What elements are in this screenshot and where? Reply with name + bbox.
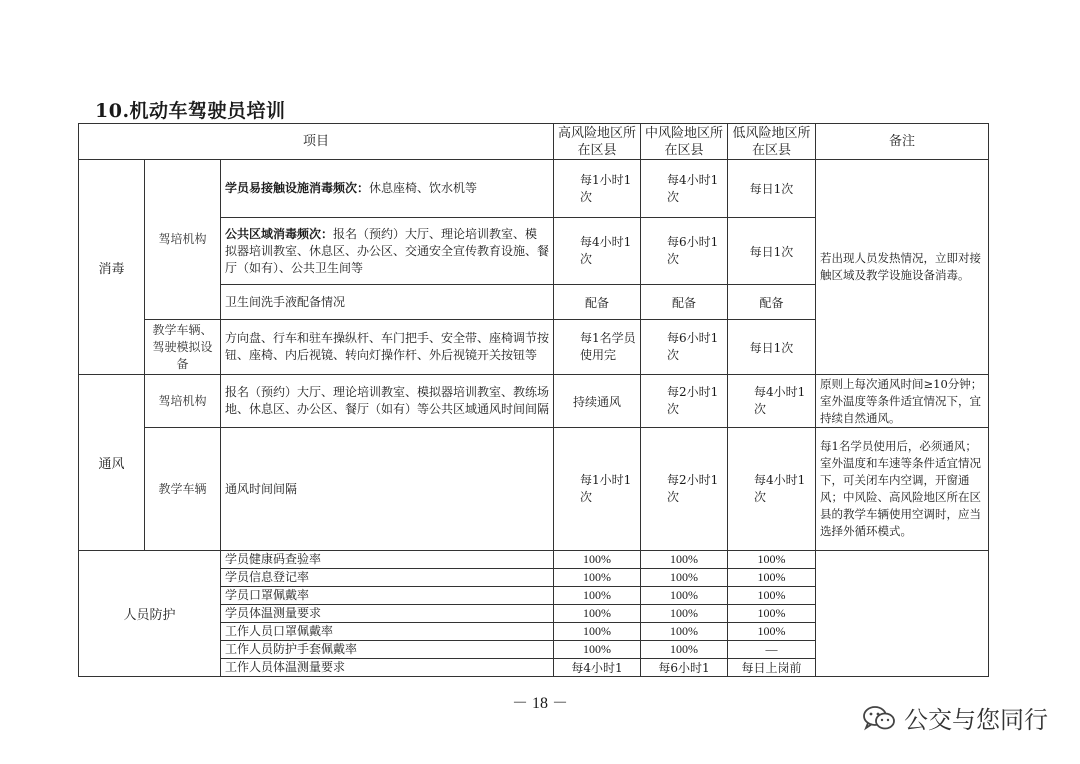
high-risk-cell: 100%: [554, 623, 641, 641]
low-risk-cell: 每4小时1次: [728, 375, 816, 428]
high-risk-cell: 100%: [554, 641, 641, 659]
low-risk-cell: 100%: [728, 587, 816, 605]
mid-risk-cell: 100%: [641, 623, 728, 641]
mid-risk-cell: 每2小时1次: [641, 428, 728, 551]
training-measures-table: [78, 123, 989, 677]
item-cell: 学员健康码查验率: [221, 551, 554, 569]
watermark-text: 公交与您同行: [904, 706, 1048, 734]
table-row: [79, 160, 989, 218]
low-risk-cell: 每4小时1次: [728, 428, 816, 551]
item-cell: 工作人员口罩佩戴率: [221, 623, 554, 641]
low-risk-cell: 每日1次: [728, 320, 816, 375]
subcategory-vehicle: 教学车辆、驾驶模拟设备: [145, 320, 221, 375]
low-risk-cell: 每日1次: [728, 218, 816, 285]
high-risk-cell: 每1名学员使用完: [554, 320, 641, 375]
mid-risk-cell: 配备: [641, 285, 728, 320]
wechat-icon: [862, 704, 896, 732]
mid-risk-cell: 100%: [641, 605, 728, 623]
high-risk-cell: 100%: [554, 605, 641, 623]
header-high-risk: 高风险地区所在区县: [554, 124, 641, 160]
low-risk-cell: —: [728, 641, 816, 659]
category-disinfection: 消毒: [79, 160, 145, 375]
item-cell: 通风时间间隔: [221, 428, 554, 551]
table-row: [79, 551, 989, 569]
page-number: － 18 －: [511, 695, 568, 712]
section-title: 10.机动车驾驶员培训: [95, 100, 286, 122]
item-cell: [221, 218, 554, 285]
high-risk-cell: 100%: [554, 551, 641, 569]
mid-risk-cell: 每4小时1次: [641, 160, 728, 218]
low-risk-cell: 100%: [728, 623, 816, 641]
table-row: [79, 375, 989, 428]
low-risk-cell: 100%: [728, 569, 816, 587]
mid-risk-cell: 每6小时1次: [641, 320, 728, 375]
high-risk-cell: 100%: [554, 569, 641, 587]
note-disinfection: 若出现人员发热情况，立即对接触区域及教学设施设备消毒。: [816, 160, 989, 375]
mid-risk-cell: 每6小时1次: [641, 218, 728, 285]
item-cell: [221, 160, 554, 218]
header-item: 项目: [79, 124, 554, 160]
low-risk-cell: 每日1次: [728, 160, 816, 218]
note-protection: [816, 551, 989, 677]
high-risk-cell: 100%: [554, 587, 641, 605]
header-note: 备注: [816, 124, 989, 160]
header-row: [79, 124, 989, 160]
mid-risk-cell: 100%: [641, 551, 728, 569]
item-cell: 卫生间洗手液配备情况: [221, 285, 554, 320]
watermark: [862, 700, 1048, 735]
mid-risk-cell: 100%: [641, 587, 728, 605]
mid-risk-cell: 每2小时1次: [641, 375, 728, 428]
item-cell: 学员体温测量要求: [221, 605, 554, 623]
mid-risk-cell: 100%: [641, 569, 728, 587]
item-lead: 公共区域消毒频次：: [225, 226, 334, 241]
item-text: 休息座椅、饮水机等: [369, 181, 478, 195]
item-cell: 学员信息登记率: [221, 569, 554, 587]
high-risk-cell: 每4小时1: [554, 659, 641, 677]
item-cell: 报名（预约）大厅、理论培训教室、模拟器培训教室、教练场地、休息区、办公区、餐厅（如有）等公共区域通风时间间隔: [221, 375, 554, 428]
item-lead: 学员易接触设施消毒频次：: [225, 181, 370, 195]
high-risk-cell: 每1小时1次: [554, 428, 641, 551]
header-mid-risk: 中风险地区所在区县: [641, 124, 728, 160]
low-risk-cell: 100%: [728, 551, 816, 569]
high-risk-cell: 配备: [554, 285, 641, 320]
mid-risk-cell: 每6小时1: [641, 659, 728, 677]
item-cell: 学员口罩佩戴率: [221, 587, 554, 605]
mid-risk-cell: 100%: [641, 641, 728, 659]
high-risk-cell: 持续通风: [554, 375, 641, 428]
high-risk-cell: 每1小时1次: [554, 160, 641, 218]
category-ventilation: 通风: [79, 375, 145, 551]
note-ventilation-vehicle: 每1名学员使用后，必须通风；室外温度和车速等条件适宜情况下，可关闭车内空调，开窗通风；中风险、高风险地区所在区县的教学车辆使用空调时，应当选择外循环模式。: [816, 428, 989, 551]
note-ventilation-school: 原则上每次通风时间≥10分钟；室外温度等条件适宜情况下，宜持续自然通风。: [816, 375, 989, 428]
high-risk-cell: 每4小时1次: [554, 218, 641, 285]
subcategory-school: 驾培机构: [145, 375, 221, 428]
item-cell: 工作人员防护手套佩戴率: [221, 641, 554, 659]
item-text: 报名（预约）大厅、理论培训教室、模拟器培训教室、休息区、办公区、交通安全宣传教育设施、餐厅（如有）、公共卫生间等: [225, 226, 550, 275]
item-cell: 工作人员体温测量要求: [221, 659, 554, 677]
subcategory-vehicle: 教学车辆: [145, 428, 221, 551]
low-risk-cell: 100%: [728, 605, 816, 623]
item-cell: 方向盘、行车和驻车操纵杆、车门把手、安全带、座椅调节按钮、座椅、内后视镜、转向灯操作杆、外后视镜开关按钮等: [221, 320, 554, 375]
table-row: [79, 428, 989, 551]
low-risk-cell: 配备: [728, 285, 816, 320]
subcategory-school: 驾培机构: [145, 160, 221, 320]
category-protection: 人员防护: [79, 551, 221, 677]
low-risk-cell: 每日上岗前: [728, 659, 816, 677]
header-low-risk: 低风险地区所在区县: [728, 124, 816, 160]
